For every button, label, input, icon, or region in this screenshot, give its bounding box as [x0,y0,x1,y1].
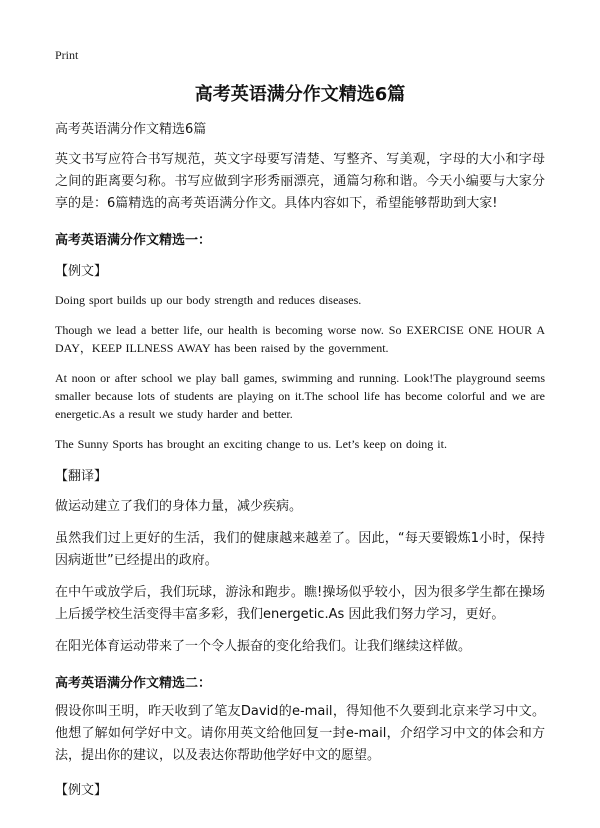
section2-heading: 高考英语满分作文精选二： [55,676,212,691]
document-subtitle: 高考英语满分作文精选6篇 [55,122,207,137]
translation-paragraph-4: 在阳光体育运动带来了一个令人振奋的变化给我们。让我们继续这样做。 [55,639,472,654]
document-title: 高考英语满分作文精选6篇 [194,84,406,105]
document-body [55,118,545,810]
section1-heading: 高考英语满分作文精选一： [55,233,212,248]
print-label: Print [55,48,79,62]
section1-translation-label: 【翻译】 [55,469,108,484]
essay1-paragraph-2: Though we lead a better life, our health is becoming worse now. So EXERCISE ONE HOUR A DAY，KEEP ILLNESS AWAY has been raised by the government. [55,323,545,355]
essay1-paragraph-4: The Sunny Sports has brought an exciting change to us. Let’s keep on doing it. [55,437,447,451]
essay1-paragraph-3: At noon or after school we play ball games, swimming and running. Look!The playground seems smaller because lots of students are playing on it.The school life has become colorful and we are energetic.As a result we study harder and better. [55,371,545,421]
intro-paragraph: 英文书写应符合书写规范，英文字母要写清楚、写整齐、写美观，字母的大小和字母之间的距离要匀称。书写应做到字形秀丽漂亮，通篇匀称和谐。今天小编要与大家分享的是：6篇精选的高考英语满分作文。具体内容如下，希望能够帮助到大家! [55,152,545,211]
essay1-paragraph-1: Doing sport builds up our body strength and reduces diseases. [55,293,362,307]
translation-paragraph-1: 做运动建立了我们的身体力量，减少疾病。 [55,499,303,514]
section1-example-label: 【例文】 [55,264,108,279]
translation-paragraph-2: 虽然我们过上更好的生活，我们的健康越来越差了。因此，“每天要锻炼1小时，保持因病逝世”已经提出的政府。 [55,531,545,568]
section2-example-label: 【例文】 [55,783,108,798]
section2-prompt: 假设你叫王明，昨天收到了笔友David的e-mail，得知他不久要到北京来学习中文。他想了解如何学好中文。请你用英文给他回复一封e-mail，介绍学习中文的体会和方法，提出你的建议，以及表达你帮助他学好中文的愿望。 [55,704,545,763]
translation-paragraph-3: 在中午或放学后，我们玩球，游泳和跑步。瞧!操场似乎较小，因为很多学生都在操场上后援学校生活变得丰富多彩，我们energetic.As 因此我们努力学习，更好。 [55,585,545,622]
